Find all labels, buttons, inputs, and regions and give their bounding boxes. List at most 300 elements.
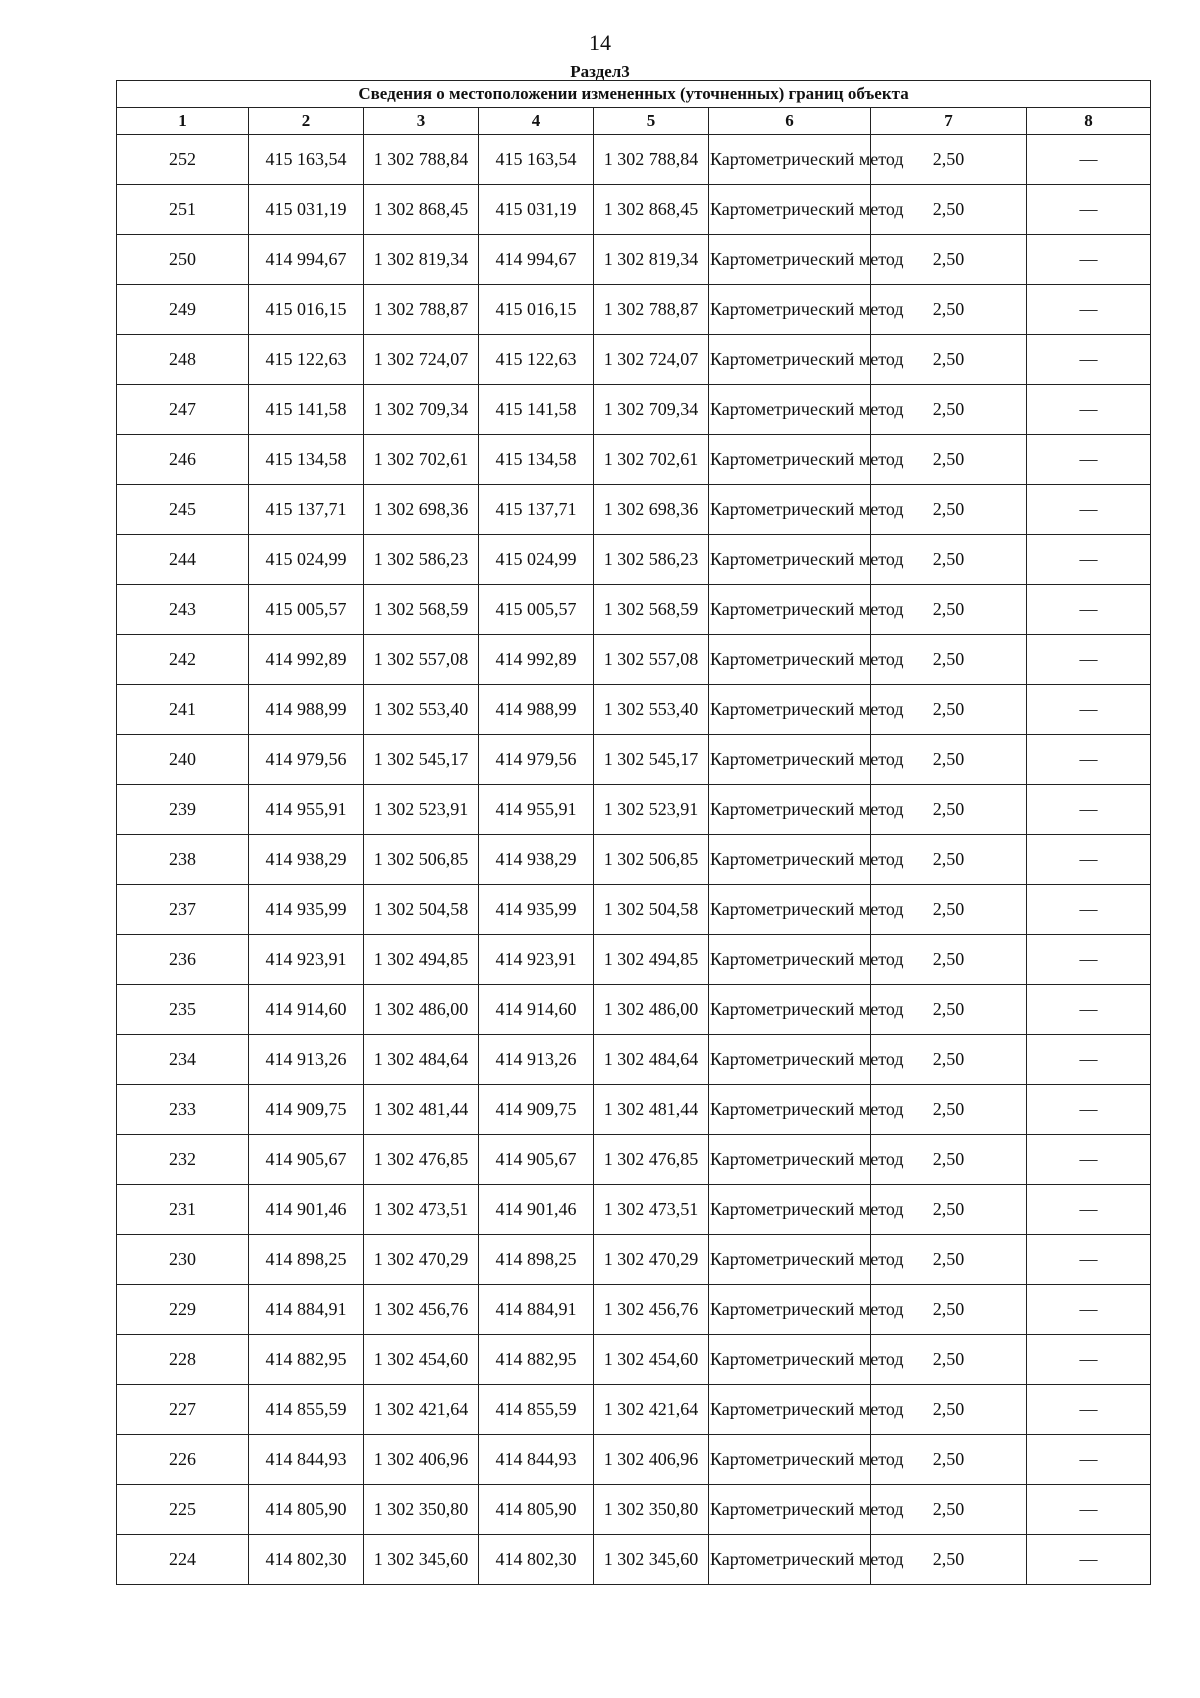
cell-point-number: 249 [117, 285, 249, 335]
cell-description [1027, 835, 1151, 885]
method-text: Картометрический метод [710, 749, 904, 769]
cell-y-new: 1 302 709,34 [594, 385, 709, 435]
cell-x-new: 414 855,59 [479, 1385, 594, 1435]
cell-y-old: 1 302 481,44 [364, 1085, 479, 1135]
dash-text: — [1079, 1049, 1098, 1069]
column-number-8: 8 [1027, 108, 1151, 135]
cell-point-number: 252 [117, 135, 249, 185]
dash-text: — [1079, 1349, 1098, 1369]
cell-point-number: 244 [117, 535, 249, 585]
method-text: Картометрический метод [710, 1499, 904, 1519]
cell-point-number: 238 [117, 835, 249, 885]
cell-method [709, 885, 904, 935]
cell-description [1027, 1385, 1151, 1435]
cell-x-old: 414 884,91 [249, 1285, 364, 1335]
cell-description [1027, 1085, 1151, 1135]
cell-point-number: 233 [117, 1085, 249, 1135]
cell-y-old: 1 302 557,08 [364, 635, 479, 685]
cell-method [709, 135, 904, 185]
cell-y-old: 1 302 788,87 [364, 285, 479, 335]
cell-x-new: 415 031,19 [479, 185, 594, 235]
cell-accuracy: 2,50 [871, 335, 1027, 385]
method-text: Картометрический метод [710, 1349, 904, 1369]
column-number-4: 4 [479, 108, 594, 135]
cell-y-new: 1 302 345,60 [594, 1535, 709, 1585]
cell-method [709, 685, 904, 735]
cell-description [1027, 1035, 1151, 1085]
cell-x-old: 414 901,46 [249, 1185, 364, 1235]
cell-accuracy: 2,50 [871, 585, 1027, 635]
cell-y-old: 1 302 819,34 [364, 235, 479, 285]
method-text: Картометрический метод [710, 449, 904, 469]
cell-y-old: 1 302 470,29 [364, 1235, 479, 1285]
cell-description [1027, 685, 1151, 735]
cell-y-new: 1 302 819,34 [594, 235, 709, 285]
cell-x-new: 415 016,15 [479, 285, 594, 335]
table-row [117, 385, 1151, 435]
table-row [117, 585, 1151, 635]
cell-y-new: 1 302 557,08 [594, 635, 709, 685]
cell-description [1027, 735, 1151, 785]
cell-x-old: 415 031,19 [249, 185, 364, 235]
cell-method [709, 1435, 904, 1485]
cell-y-old: 1 302 553,40 [364, 685, 479, 735]
method-text: Картометрический метод [710, 1049, 904, 1069]
cell-y-old: 1 302 473,51 [364, 1185, 479, 1235]
cell-y-old: 1 302 698,36 [364, 485, 479, 535]
cell-x-old: 414 938,29 [249, 835, 364, 885]
cell-y-old: 1 302 350,80 [364, 1485, 479, 1535]
table-caption: Сведения о местоположении измененных (уточненных) границ объекта [117, 81, 1151, 108]
method-text: Картометрический метод [710, 1449, 904, 1469]
cell-accuracy: 2,50 [871, 1385, 1027, 1435]
cell-x-new: 414 898,25 [479, 1235, 594, 1285]
cell-point-number: 224 [117, 1535, 249, 1585]
cell-method [709, 1385, 904, 1435]
cell-y-new: 1 302 698,36 [594, 485, 709, 535]
method-text: Картометрический метод [710, 1149, 904, 1169]
table-row [117, 685, 1151, 735]
cell-accuracy: 2,50 [871, 685, 1027, 735]
cell-description [1027, 1485, 1151, 1535]
cell-point-number: 228 [117, 1335, 249, 1385]
cell-description [1027, 235, 1151, 285]
cell-y-new: 1 302 406,96 [594, 1435, 709, 1485]
method-text: Картометрический метод [710, 249, 904, 269]
cell-accuracy: 2,50 [871, 385, 1027, 435]
cell-point-number: 226 [117, 1435, 249, 1485]
cell-x-old: 414 882,95 [249, 1335, 364, 1385]
cell-x-new: 415 141,58 [479, 385, 594, 435]
cell-accuracy: 2,50 [871, 785, 1027, 835]
table-row [117, 735, 1151, 785]
dash-text: — [1079, 999, 1098, 1019]
cell-description [1027, 585, 1151, 635]
cell-x-old: 414 988,99 [249, 685, 364, 735]
cell-x-old: 414 913,26 [249, 1035, 364, 1085]
cell-y-new: 1 302 421,64 [594, 1385, 709, 1435]
cell-y-new: 1 302 473,51 [594, 1185, 709, 1235]
method-text: Картометрический метод [710, 699, 904, 719]
table-row [117, 1185, 1151, 1235]
dash-text: — [1079, 699, 1098, 719]
cell-method [709, 435, 904, 485]
cell-y-old: 1 302 709,34 [364, 385, 479, 435]
column-number-5: 5 [594, 108, 709, 135]
cell-method [709, 1085, 904, 1135]
cell-x-new: 414 909,75 [479, 1085, 594, 1135]
column-number-3: 3 [364, 108, 479, 135]
coordinates-table [116, 80, 1151, 1585]
cell-point-number: 237 [117, 885, 249, 935]
cell-y-old: 1 302 494,85 [364, 935, 479, 985]
cell-point-number: 243 [117, 585, 249, 635]
cell-method [709, 585, 904, 635]
dash-text: — [1079, 599, 1098, 619]
cell-accuracy: 2,50 [871, 735, 1027, 785]
cell-x-old: 415 005,57 [249, 585, 364, 635]
cell-accuracy: 2,50 [871, 535, 1027, 585]
cell-y-old: 1 302 476,85 [364, 1135, 479, 1185]
table-body [117, 135, 1151, 1585]
table-row [117, 1135, 1151, 1185]
method-text: Картометрический метод [710, 299, 904, 319]
table-row [117, 1235, 1151, 1285]
method-text: Картометрический метод [710, 149, 904, 169]
method-text: Картометрический метод [710, 199, 904, 219]
table-row [117, 435, 1151, 485]
cell-method [709, 1235, 904, 1285]
cell-x-new: 414 955,91 [479, 785, 594, 835]
cell-description [1027, 1185, 1151, 1235]
method-text: Картометрический метод [710, 799, 904, 819]
cell-x-old: 414 898,25 [249, 1235, 364, 1285]
method-text: Картометрический метод [710, 1299, 904, 1319]
cell-x-old: 415 024,99 [249, 535, 364, 585]
method-text: Картометрический метод [710, 899, 904, 919]
cell-method [709, 835, 904, 885]
cell-y-old: 1 302 486,00 [364, 985, 479, 1035]
cell-y-old: 1 302 454,60 [364, 1335, 479, 1385]
cell-x-new: 414 938,29 [479, 835, 594, 885]
method-text: Картометрический метод [710, 1549, 904, 1569]
cell-x-new: 414 884,91 [479, 1285, 594, 1335]
cell-point-number: 235 [117, 985, 249, 1035]
cell-y-new: 1 302 586,23 [594, 535, 709, 585]
cell-accuracy: 2,50 [871, 135, 1027, 185]
cell-x-new: 414 988,99 [479, 685, 594, 735]
table-row [117, 1435, 1151, 1485]
cell-method [709, 285, 904, 335]
table-row [117, 485, 1151, 535]
cell-description [1027, 635, 1151, 685]
cell-y-new: 1 302 494,85 [594, 935, 709, 985]
dash-text: — [1079, 199, 1098, 219]
cell-description [1027, 985, 1151, 1035]
cell-description [1027, 885, 1151, 935]
method-text: Картометрический метод [710, 499, 904, 519]
cell-x-old: 414 855,59 [249, 1385, 364, 1435]
cell-description [1027, 1135, 1151, 1185]
dash-text: — [1079, 499, 1098, 519]
table-row [117, 835, 1151, 885]
dash-text: — [1079, 1299, 1098, 1319]
cell-y-old: 1 302 421,64 [364, 1385, 479, 1435]
cell-point-number: 247 [117, 385, 249, 435]
method-text: Картометрический метод [710, 1249, 904, 1269]
table-row [117, 1285, 1151, 1335]
cell-point-number: 251 [117, 185, 249, 235]
cell-description [1027, 1535, 1151, 1585]
cell-accuracy: 2,50 [871, 1135, 1027, 1185]
cell-x-new: 415 024,99 [479, 535, 594, 585]
cell-x-new: 414 905,67 [479, 1135, 594, 1185]
cell-accuracy: 2,50 [871, 1335, 1027, 1385]
dash-text: — [1079, 449, 1098, 469]
method-text: Картометрический метод [710, 849, 904, 869]
cell-y-old: 1 302 586,23 [364, 535, 479, 585]
table-row [117, 1385, 1151, 1435]
cell-y-old: 1 302 868,45 [364, 185, 479, 235]
cell-y-new: 1 302 476,85 [594, 1135, 709, 1185]
cell-description [1027, 185, 1151, 235]
cell-method [709, 635, 904, 685]
method-text: Картометрический метод [710, 599, 904, 619]
cell-x-old: 415 141,58 [249, 385, 364, 435]
table-row [117, 1035, 1151, 1085]
cell-y-old: 1 302 545,17 [364, 735, 479, 785]
cell-accuracy: 2,50 [871, 835, 1027, 885]
cell-accuracy: 2,50 [871, 1235, 1027, 1285]
table-row [117, 635, 1151, 685]
cell-point-number: 246 [117, 435, 249, 485]
dash-text: — [1079, 849, 1098, 869]
table-row [117, 235, 1151, 285]
cell-x-new: 415 122,63 [479, 335, 594, 385]
table-row [117, 1485, 1151, 1535]
cell-method [709, 1035, 904, 1085]
method-text: Картометрический метод [710, 949, 904, 969]
method-text: Картометрический метод [710, 999, 904, 1019]
cell-x-old: 414 805,90 [249, 1485, 364, 1535]
table-row [117, 1335, 1151, 1385]
cell-x-old: 414 992,89 [249, 635, 364, 685]
cell-accuracy: 2,50 [871, 435, 1027, 485]
cell-method [709, 735, 904, 785]
cell-accuracy: 2,50 [871, 1535, 1027, 1585]
cell-point-number: 248 [117, 335, 249, 385]
table-row [117, 135, 1151, 185]
cell-x-new: 415 005,57 [479, 585, 594, 635]
cell-y-new: 1 302 724,07 [594, 335, 709, 385]
method-text: Картометрический метод [710, 1099, 904, 1119]
cell-x-old: 414 923,91 [249, 935, 364, 985]
cell-description [1027, 935, 1151, 985]
cell-y-old: 1 302 456,76 [364, 1285, 479, 1335]
cell-point-number: 230 [117, 1235, 249, 1285]
cell-y-old: 1 302 788,84 [364, 135, 479, 185]
cell-y-new: 1 302 788,84 [594, 135, 709, 185]
dash-text: — [1079, 899, 1098, 919]
cell-method [709, 235, 904, 285]
cell-y-new: 1 302 454,60 [594, 1335, 709, 1385]
cell-y-old: 1 302 484,64 [364, 1035, 479, 1085]
cell-accuracy: 2,50 [871, 885, 1027, 935]
method-text: Картометрический метод [710, 649, 904, 669]
cell-x-new: 414 923,91 [479, 935, 594, 985]
dash-text: — [1079, 299, 1098, 319]
cell-y-new: 1 302 470,29 [594, 1235, 709, 1285]
cell-x-old: 414 914,60 [249, 985, 364, 1035]
cell-description [1027, 1335, 1151, 1385]
cell-x-old: 415 134,58 [249, 435, 364, 485]
cell-y-new: 1 302 553,40 [594, 685, 709, 735]
cell-accuracy: 2,50 [871, 1085, 1027, 1135]
cell-method [709, 1135, 904, 1185]
cell-method [709, 335, 904, 385]
table-row [117, 1085, 1151, 1135]
cell-y-old: 1 302 523,91 [364, 785, 479, 835]
cell-x-new: 414 979,56 [479, 735, 594, 785]
cell-y-new: 1 302 350,80 [594, 1485, 709, 1535]
cell-description [1027, 535, 1151, 585]
table-row [117, 335, 1151, 385]
cell-description [1027, 435, 1151, 485]
cell-accuracy: 2,50 [871, 635, 1027, 685]
cell-x-new: 415 163,54 [479, 135, 594, 185]
cell-x-new: 414 935,99 [479, 885, 594, 935]
cell-method [709, 185, 904, 235]
cell-y-old: 1 302 702,61 [364, 435, 479, 485]
cell-method [709, 535, 904, 585]
cell-x-new: 414 994,67 [479, 235, 594, 285]
cell-method [709, 1485, 904, 1535]
table-row [117, 535, 1151, 585]
dash-text: — [1079, 149, 1098, 169]
cell-description [1027, 1285, 1151, 1335]
cell-x-old: 414 844,93 [249, 1435, 364, 1485]
cell-point-number: 232 [117, 1135, 249, 1185]
dash-text: — [1079, 1499, 1098, 1519]
cell-y-new: 1 302 788,87 [594, 285, 709, 335]
cell-x-new: 414 913,26 [479, 1035, 594, 1085]
cell-description [1027, 285, 1151, 335]
cell-accuracy: 2,50 [871, 985, 1027, 1035]
cell-y-new: 1 302 523,91 [594, 785, 709, 835]
cell-x-old: 414 979,56 [249, 735, 364, 785]
cell-x-old: 414 909,75 [249, 1085, 364, 1135]
method-text: Картометрический метод [710, 399, 904, 419]
method-text: Картометрический метод [710, 1399, 904, 1419]
cell-y-old: 1 302 504,58 [364, 885, 479, 935]
cell-point-number: 241 [117, 685, 249, 735]
cell-point-number: 236 [117, 935, 249, 985]
dash-text: — [1079, 649, 1098, 669]
cell-method [709, 1535, 904, 1585]
cell-point-number: 234 [117, 1035, 249, 1085]
cell-method [709, 985, 904, 1035]
table-row [117, 285, 1151, 335]
table-row [117, 935, 1151, 985]
dash-text: — [1079, 549, 1098, 569]
cell-description [1027, 335, 1151, 385]
cell-description [1027, 385, 1151, 435]
cell-method [709, 1285, 904, 1335]
cell-point-number: 227 [117, 1385, 249, 1435]
cell-x-old: 414 905,67 [249, 1135, 364, 1185]
cell-x-new: 414 882,95 [479, 1335, 594, 1385]
cell-y-old: 1 302 406,96 [364, 1435, 479, 1485]
cell-x-new: 415 134,58 [479, 435, 594, 485]
cell-y-new: 1 302 702,61 [594, 435, 709, 485]
method-text: Картометрический метод [710, 349, 904, 369]
cell-accuracy: 2,50 [871, 1435, 1027, 1485]
cell-x-new: 414 802,30 [479, 1535, 594, 1585]
cell-x-new: 415 137,71 [479, 485, 594, 535]
cell-y-new: 1 302 506,85 [594, 835, 709, 885]
cell-y-new: 1 302 545,17 [594, 735, 709, 785]
dash-text: — [1079, 1099, 1098, 1119]
cell-y-new: 1 302 484,64 [594, 1035, 709, 1085]
cell-point-number: 225 [117, 1485, 249, 1535]
cell-accuracy: 2,50 [871, 285, 1027, 335]
method-text: Картометрический метод [710, 1199, 904, 1219]
cell-method [709, 785, 904, 835]
cell-accuracy: 2,50 [871, 1485, 1027, 1535]
dash-text: — [1079, 749, 1098, 769]
cell-method [709, 485, 904, 535]
cell-x-new: 414 914,60 [479, 985, 594, 1035]
cell-y-new: 1 302 486,00 [594, 985, 709, 1035]
cell-point-number: 245 [117, 485, 249, 535]
cell-point-number: 229 [117, 1285, 249, 1335]
column-number-2: 2 [249, 108, 364, 135]
dash-text: — [1079, 1249, 1098, 1269]
cell-method [709, 1335, 904, 1385]
cell-y-old: 1 302 568,59 [364, 585, 479, 635]
dash-text: — [1079, 1199, 1098, 1219]
cell-x-old: 414 994,67 [249, 235, 364, 285]
cell-x-old: 414 935,99 [249, 885, 364, 935]
cell-x-new: 414 805,90 [479, 1485, 594, 1535]
cell-description [1027, 135, 1151, 185]
cell-description [1027, 1235, 1151, 1285]
cell-method [709, 385, 904, 435]
cell-y-new: 1 302 456,76 [594, 1285, 709, 1335]
cell-y-old: 1 302 345,60 [364, 1535, 479, 1585]
cell-x-old: 414 955,91 [249, 785, 364, 835]
cell-accuracy: 2,50 [871, 1285, 1027, 1335]
cell-point-number: 250 [117, 235, 249, 285]
cell-description [1027, 1435, 1151, 1485]
dash-text: — [1079, 1149, 1098, 1169]
cell-method [709, 1185, 904, 1235]
dash-text: — [1079, 1549, 1098, 1569]
table-row [117, 185, 1151, 235]
cell-x-new: 414 992,89 [479, 635, 594, 685]
dash-text: — [1079, 949, 1098, 969]
cell-accuracy: 2,50 [871, 185, 1027, 235]
cell-x-new: 414 901,46 [479, 1185, 594, 1235]
cell-x-new: 414 844,93 [479, 1435, 594, 1485]
cell-y-new: 1 302 568,59 [594, 585, 709, 635]
method-text: Картометрический метод [710, 549, 904, 569]
cell-accuracy: 2,50 [871, 1035, 1027, 1085]
cell-point-number: 240 [117, 735, 249, 785]
dash-text: — [1079, 1399, 1098, 1419]
dash-text: — [1079, 399, 1098, 419]
cell-accuracy: 2,50 [871, 485, 1027, 535]
